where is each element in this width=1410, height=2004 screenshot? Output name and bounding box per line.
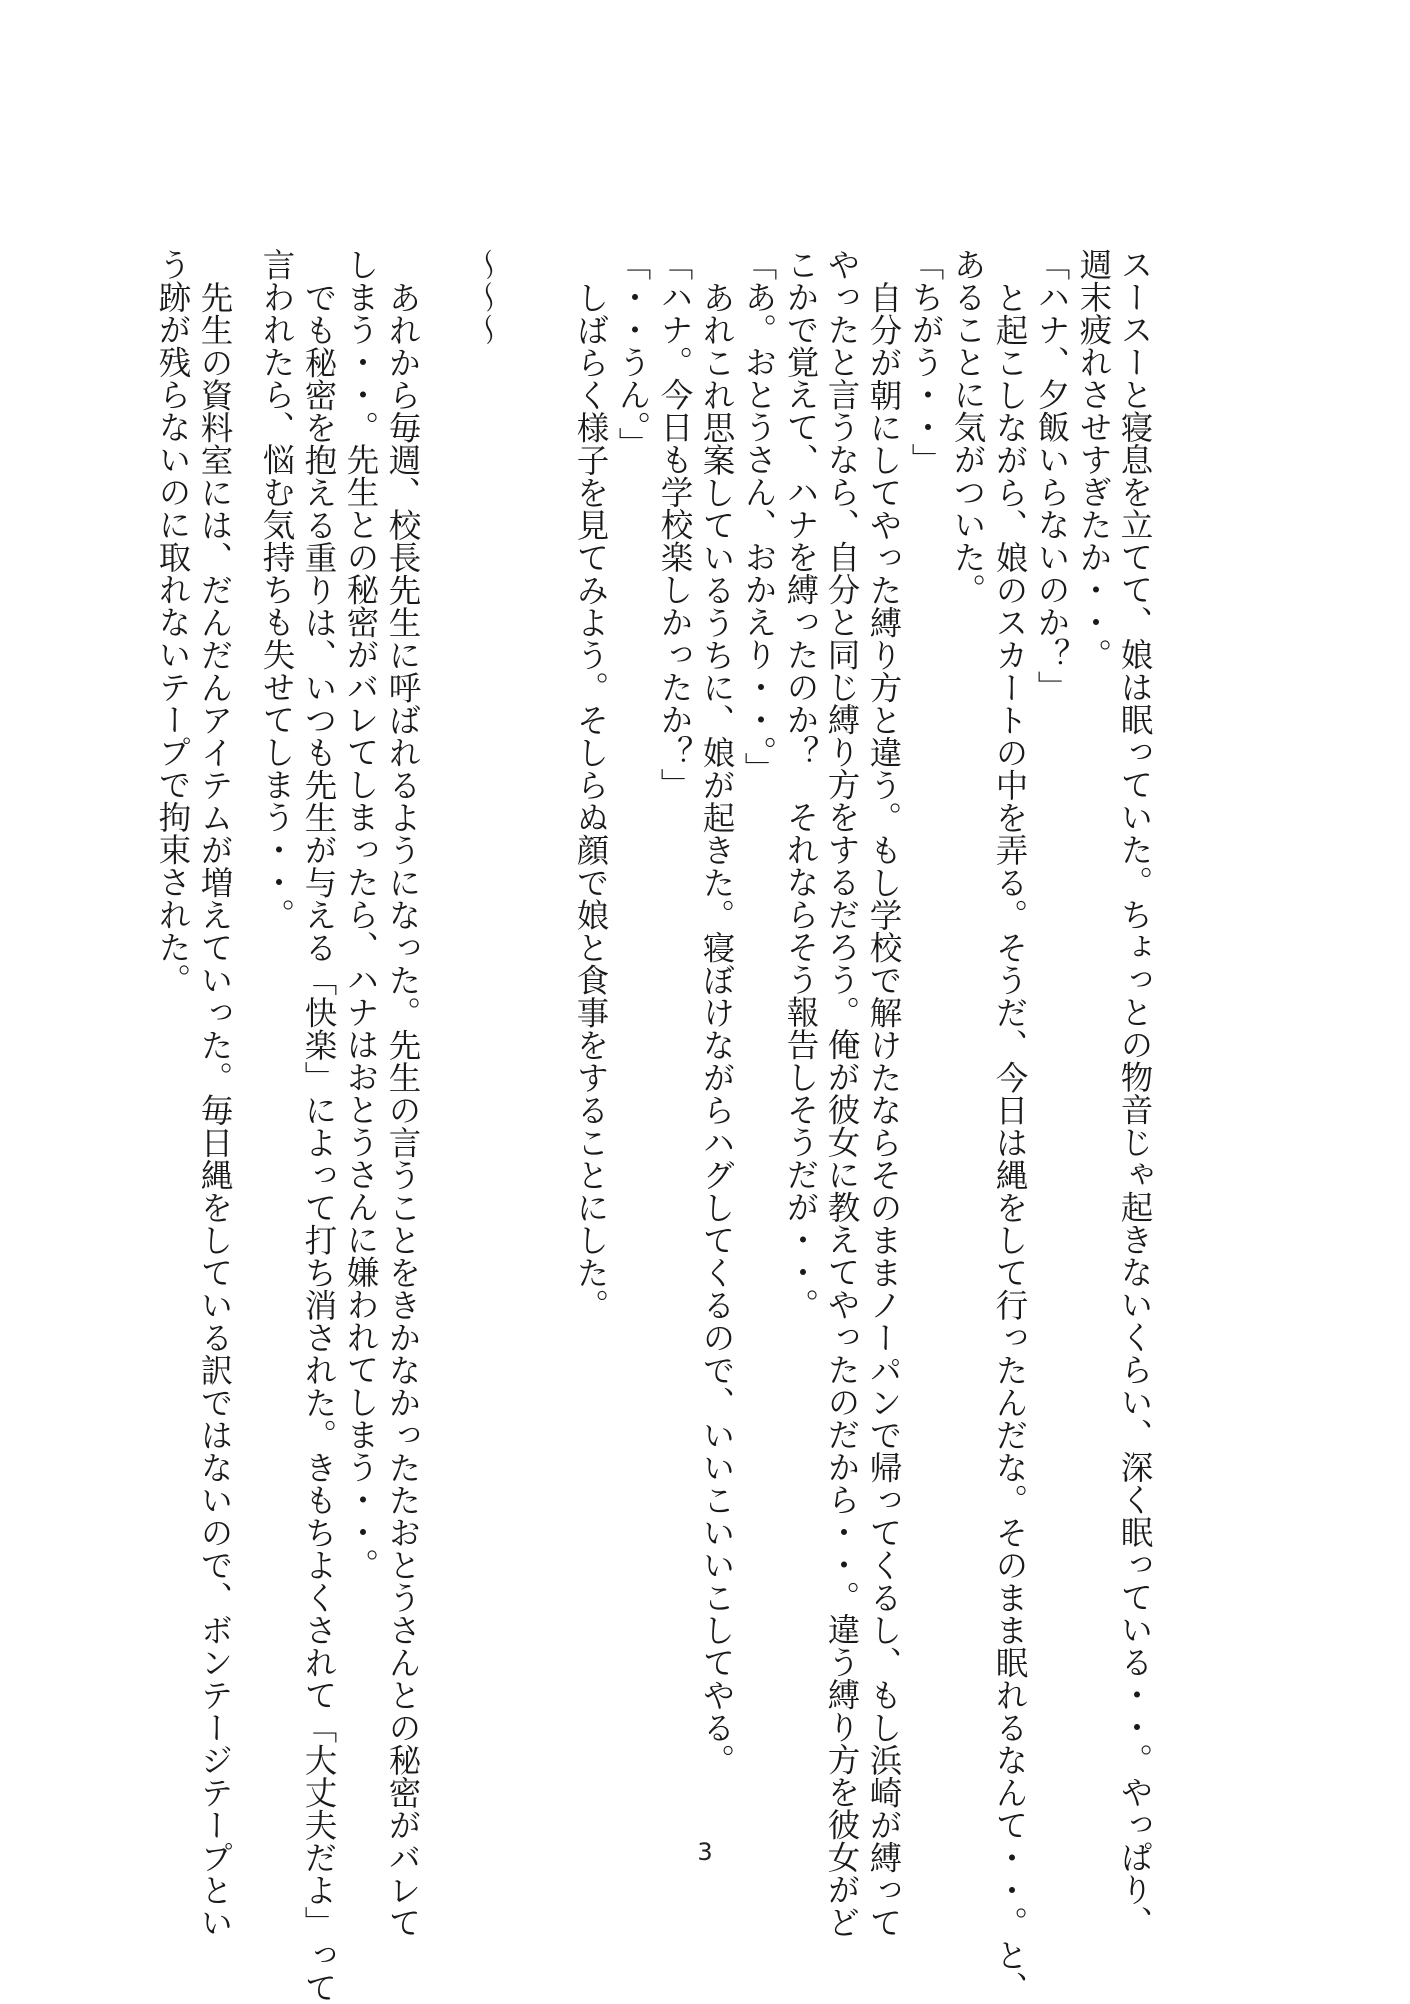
text-line: 先生の資料室には、だんだんアイテムが増えていった。毎日縄をしている訳ではないので、ボンテージテープとい xyxy=(196,281,234,1939)
text-line: やったと言うなら、自分と同じ縛り方をするだろう。俺が彼女に教えてやったのだから・・。違う縛り方を彼女がど xyxy=(823,248,861,1938)
text-line: 言われたら、悩む気持ちも失せてしまう・・。 xyxy=(258,248,296,931)
text-line: あれこれ思案しているうちに、娘が起きた。寝ぼけながらハグしてくるので、いいこいいこしてやる。 xyxy=(698,281,736,1776)
text-line: 「・・うん。」 xyxy=(614,248,652,460)
page-number: 3 xyxy=(697,1838,713,1866)
text-line: しまう・・。先生との秘密がバレてしまったら、ハナはおとうさんに嫌われてしまう・・。 xyxy=(342,248,380,1581)
text-line: 「ちがう・・」 xyxy=(907,248,945,476)
text-line: 自分が朝にしてやった縛り方と違う。もし学校で解けたならそのままノーパンで帰ってくるし、もし浜崎が縛って xyxy=(865,281,903,1939)
text-line: 週末疲れさせすぎたか・・。 xyxy=(1075,248,1113,671)
text-line: あれから毎週、校長先生に呼ばれるようになった。先生の言うことをきかなかったたおとうさんとの秘密がバレて xyxy=(384,281,422,1939)
text-line: 「ハナ、夕飯いらないのか？」 xyxy=(1033,248,1071,703)
text-line: 「ハナ。今日も学校楽しかったか？」 xyxy=(656,248,694,801)
text-line: こかで覚えて、ハナを縛ったのか？ それならそう報告しそうだが・・。 xyxy=(782,248,820,1321)
text-line: スースーと寝息を立てて、娘は眠っていた。ちょっとの物音じゃ起きないくらい、深く眠っている・・。やっぱり、 xyxy=(1116,248,1154,1938)
section-separator: ～～～ xyxy=(468,248,506,346)
text-line: あることに気がついた。 xyxy=(949,248,987,606)
text-line: う跡が残らないのに取れないテープで拘束された。 xyxy=(154,248,192,996)
text-line: と起こしながら、娘のスカートの中を弄る。そうだ、今日は縄をして行ったんだな。そのまま眠れるなんて・・。と、 xyxy=(991,281,1029,2004)
text-line: 「あ。おとうさん、おかえり・・。」 xyxy=(740,248,778,785)
text-line: でも秘密を抱える重りは、いつも先生が与える「快楽」によって打ち消された。きもちよくされて「大丈夫だよ」って xyxy=(300,281,338,2004)
text-line: しばらく様子を見てみよう。そしらぬ顔で娘と食事をすることにした。 xyxy=(572,281,610,1321)
